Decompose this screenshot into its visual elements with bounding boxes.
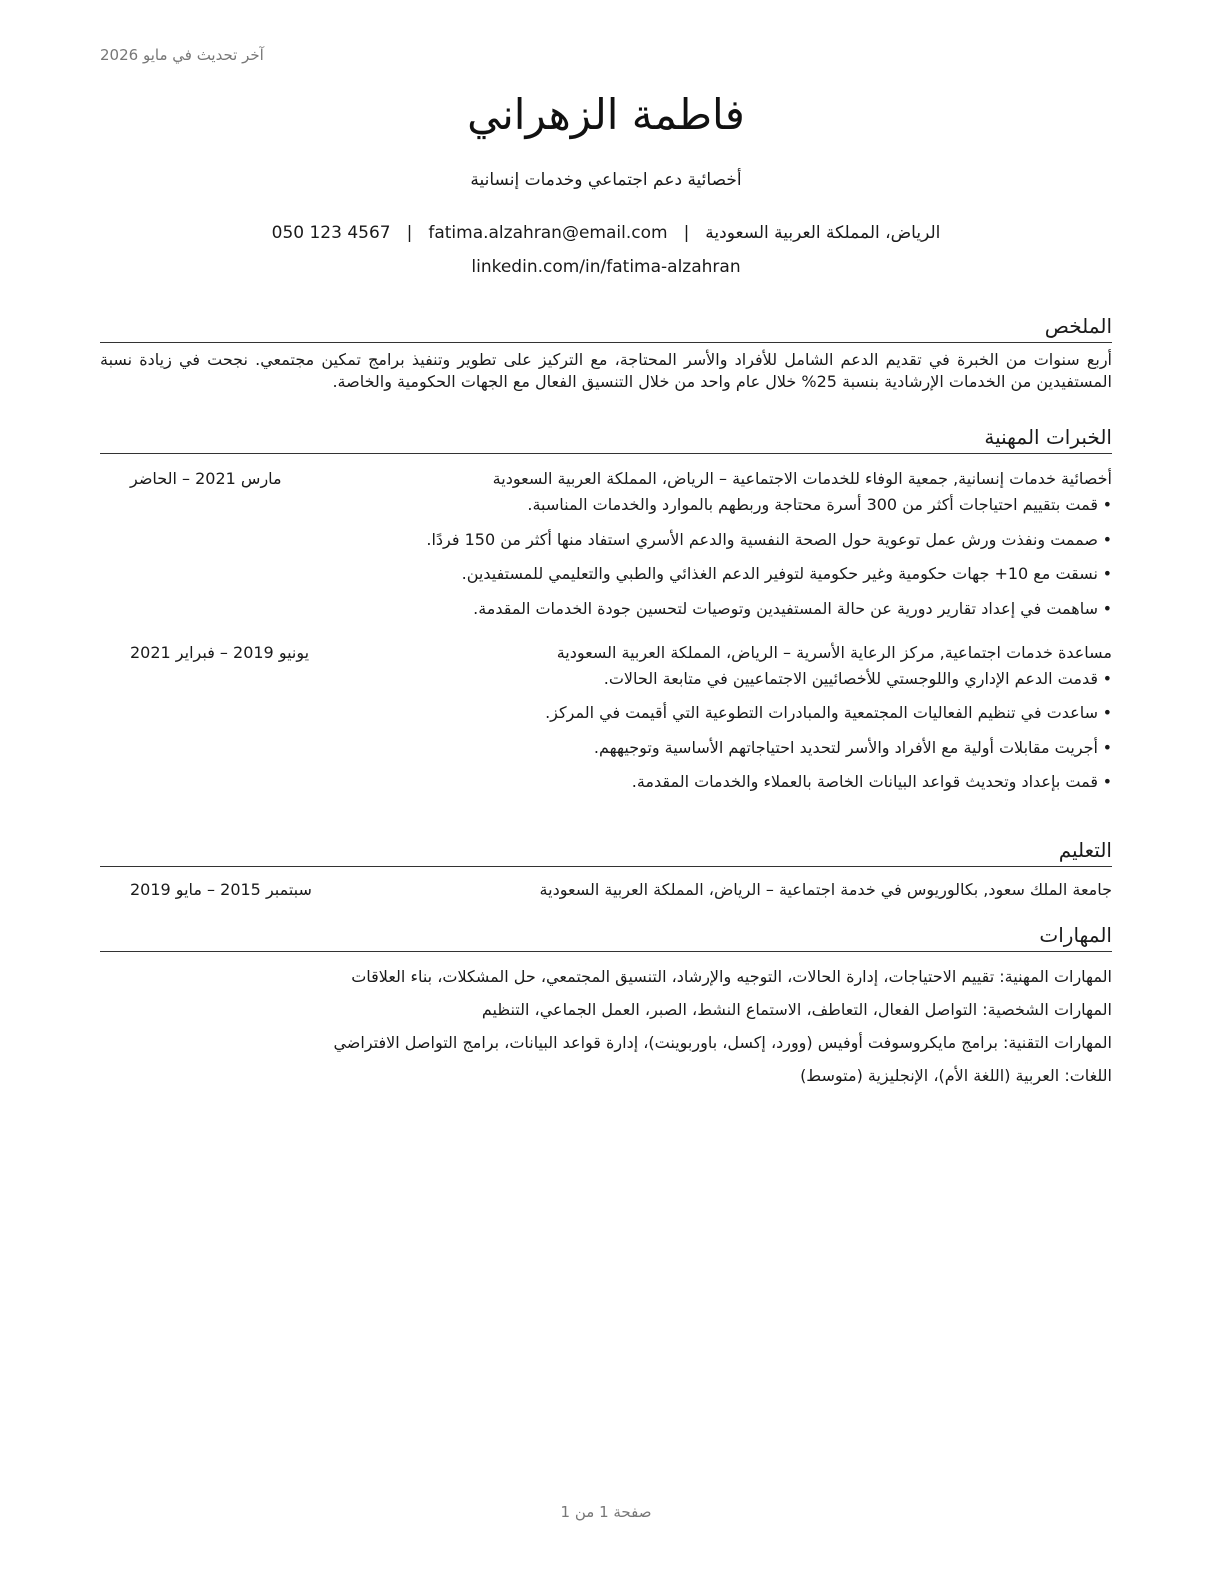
skill-line: اللغات: العربية (اللغة الأم)، الإنجليزية (متوسط) bbox=[800, 1066, 1112, 1085]
skill-line: المهارات المهنية: تقييم الاحتياجات، إدارة الحالات، التوجيه والإرشاد، التنسيق المجتمعي، حل المشكلات، بناء العلاقات bbox=[351, 967, 1112, 986]
resume-page bbox=[100, 0, 1112, 1584]
education-dates: سبتمبر 2015 – مايو 2019 bbox=[130, 880, 312, 899]
education-institution: جامعة الملك سعود, بكالوريوس في خدمة اجتماعية – الرياض، المملكة العربية السعودية bbox=[539, 880, 1112, 899]
summary-text: أربع سنوات من الخبرة في تقديم الدعم الشامل للأفراد والأسر المحتاجة، مع التركيز على تطوير وتنفيذ برامج تمكين مجتمعي. نجحت في زيادة نسبة المستفيدين من الخدمات الإرشادية بنسبة 25% خلال عام واحد من خلال التنسيق الفعال مع الجهات الحكومية والخاصة. bbox=[100, 350, 1112, 391]
skills-list bbox=[100, 966, 1112, 1087]
contact-phone: 050 123 4567 bbox=[271, 223, 391, 243]
education-section bbox=[100, 836, 1112, 901]
job-header bbox=[100, 642, 1112, 664]
job-title-org: أخصائية خدمات إنسانية, جمعية الوفاء للخدمات الاجتماعية – الرياض، المملكة العربية السعودية bbox=[492, 469, 1112, 488]
candidate-name: فاطمة الزهراني bbox=[467, 90, 745, 139]
section-title-experience: الخبرات المهنية bbox=[100, 423, 1112, 454]
skill-line: المهارات الشخصية: التواصل الفعال، التعاطف، الاستماع النشط، الصبر، العمل الجماعي، التنظيم bbox=[481, 1000, 1112, 1019]
list-item: • أجريت مقابلات أولية مع الأفراد والأسر لتحديد احتياجاتهم الأساسية وتوجيههم. bbox=[100, 737, 1112, 759]
experience-section bbox=[100, 423, 1112, 806]
list-item: • قمت بتقييم احتياجات أكثر من 300 أسرة محتاجة وربطهم بالموارد والخدمات المناسبة. bbox=[100, 494, 1112, 516]
contact-separator: | bbox=[406, 223, 413, 243]
skills-section bbox=[100, 921, 1112, 1098]
education-entry bbox=[100, 879, 1112, 901]
job-dates: مارس 2021 – الحاضر bbox=[130, 469, 282, 488]
list-item: • قدمت الدعم الإداري واللوجستي للأخصائيين الاجتماعيين في متابعة الحالات. bbox=[100, 668, 1112, 690]
list-item: • صممت ونفذت ورش عمل توعوية حول الصحة النفسية والدعم الأسري استفاد منها أكثر من 150 فردًا. bbox=[100, 529, 1112, 551]
contact-separator: | bbox=[683, 223, 690, 243]
contact-email[interactable]: fatima.alzahran@email.com bbox=[428, 223, 668, 243]
skill-line: المهارات التقنية: برامج مايكروسوفت أوفيس (وورد، إكسل، باوربوينت)، إدارة قواعد البيانات، برامج التواصل الافتراضي bbox=[333, 1033, 1112, 1052]
section-title-skills: المهارات bbox=[100, 921, 1112, 952]
job-dates: يونيو 2019 – فبراير 2021 bbox=[130, 642, 310, 662]
list-item: • ساهمت في إعداد تقارير دورية عن حالة المستفيدين وتوصيات لتحسين جودة الخدمات المقدمة. bbox=[100, 598, 1112, 620]
page-number: صفحة 1 من 1 bbox=[560, 1503, 652, 1521]
job-subtitle: أخصائية دعم اجتماعي وخدمات إنسانية bbox=[470, 170, 742, 190]
last-updated: آخر تحديث في مايو 2026 bbox=[100, 46, 264, 64]
section-title-education: التعليم bbox=[100, 836, 1112, 867]
linkedin-link[interactable]: linkedin.com/in/fatima-alzahran bbox=[471, 257, 741, 277]
list-item: • قمت بإعداد وتحديث قواعد البيانات الخاصة بالعملاء والخدمات المقدمة. bbox=[100, 771, 1112, 793]
contact-line bbox=[100, 223, 1112, 243]
section-title-summary: الملخص bbox=[100, 312, 1112, 343]
list-item: • نسقت مع 10+ جهات حكومية وغير حكومية لتوفير الدعم الغذائي والطبي والتعليمي للمستفيدين. bbox=[100, 563, 1112, 585]
summary-section bbox=[100, 312, 1112, 393]
job-header bbox=[100, 468, 1112, 490]
job-bullets bbox=[100, 494, 1112, 620]
job-title-org: مساعدة خدمات اجتماعية, مركز الرعاية الأسرية – الرياض، المملكة العربية السعودية bbox=[556, 642, 1112, 662]
job-bullets bbox=[100, 668, 1112, 794]
contact-location: الرياض، المملكة العربية السعودية bbox=[705, 223, 941, 243]
list-item: • ساعدت في تنظيم الفعاليات المجتمعية والمبادرات التطوعية التي أقيمت في المركز. bbox=[100, 702, 1112, 724]
